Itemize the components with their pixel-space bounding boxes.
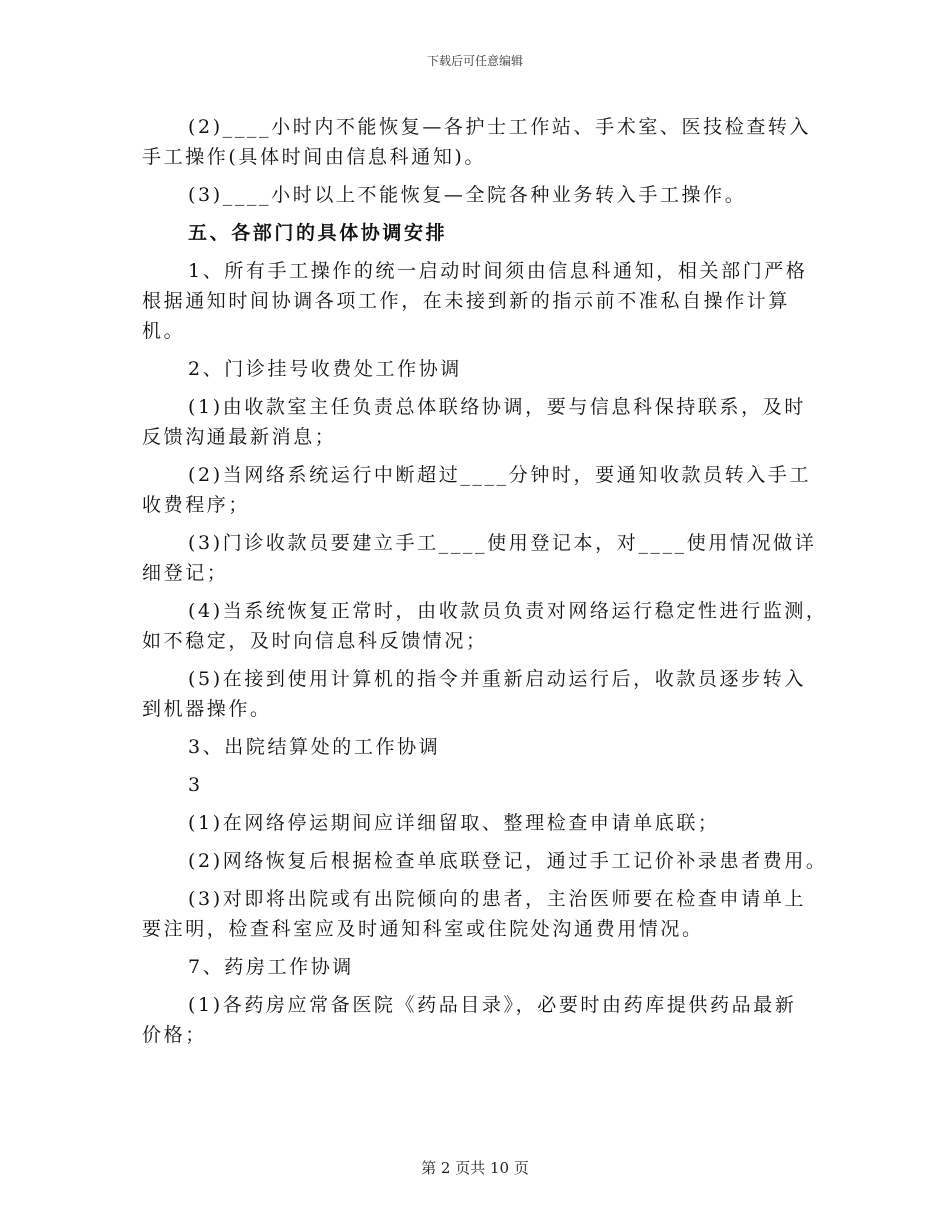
- paragraph-gap: [142, 876, 822, 884]
- paragraph-gap: [142, 982, 822, 990]
- page-header: 下载后可任意编辑: [426, 54, 523, 68]
- text-line: 反馈沟通最新消息；: [142, 426, 337, 448]
- text-line: (2)网络恢复后根据检查单底联登记，通过手工记价补录患者费用。: [188, 850, 828, 872]
- paragraph-gap: [142, 944, 822, 952]
- text-line: (5)在接到使用计算机的指令并重新启动运行后，收款员逐步转入: [188, 668, 806, 690]
- text-line: 如不稳定，及时向信息科反馈情况；: [142, 630, 488, 652]
- paragraph-gap: [142, 800, 822, 808]
- text-line: 要注明，检查科室应及时通知科室或住院处沟通费用情况。: [142, 918, 704, 940]
- text-line: 细登记；: [142, 562, 229, 584]
- text-line: 根据通知时间协调各项工作，在未接到新的指示前不准私自操作计算: [142, 290, 791, 312]
- paragraph-gap: [142, 724, 822, 732]
- paragraph-gap: [142, 346, 822, 354]
- text-line: 7、药房工作协调: [188, 956, 354, 978]
- paragraph-gap: [142, 384, 822, 392]
- page-footer: 第 2 页共 10 页: [421, 1159, 529, 1177]
- text-line: (2)____小时内不能恢复—各护士工作站、手术室、医技检查转入: [188, 116, 812, 138]
- text-line: (4)当系统恢复正常时，由收款员负责对网络运行稳定性进行监测，: [188, 600, 828, 622]
- paragraph-gap: [142, 588, 822, 596]
- text-line: (2)当网络系统运行中断超过____分钟时，要通知收款员转入手工: [188, 464, 812, 486]
- text-line: 手工操作(具体时间由信息科通知)。: [142, 146, 487, 168]
- text-line: (3)门诊收款员要建立手工____使用登记本，对____使用情况做详: [188, 532, 817, 554]
- text-line: 到机器操作。: [142, 698, 272, 720]
- text-line: 2、门诊挂号收费处工作协调: [188, 358, 462, 380]
- paragraph-gap: [142, 762, 822, 770]
- text-line: 机。: [142, 320, 186, 342]
- text-line: 收费程序；: [142, 494, 251, 516]
- paragraph-gap: [142, 210, 822, 218]
- text-line: (1)各药房应常备医院《药品目录》，必要时由药库提供药品最新: [188, 994, 797, 1016]
- text-line: 1、所有手工操作的统一启动时间须由信息科通知，相关部门严格: [188, 260, 808, 282]
- text-line: (1)由收款室主任负责总体联络协调，要与信息科保持联系，及时: [188, 396, 806, 418]
- text-line: 3、出院结算处的工作协调: [188, 736, 441, 758]
- section-heading: 五、各部门的具体协调安排: [188, 222, 448, 244]
- text-line: (3)____小时以上不能恢复—全院各种业务转入手工操作。: [188, 184, 747, 206]
- paragraph-gap: [142, 248, 822, 256]
- text-line: 3: [188, 774, 203, 796]
- text-line: (1)在网络停运期间应详细留取、整理检查申请单底联；: [188, 812, 720, 834]
- document-body: [142, 112, 828, 1050]
- paragraph-gap: [142, 172, 822, 180]
- paragraph-gap: [142, 656, 822, 664]
- paragraph-gap: [142, 838, 822, 846]
- text-line: 价格；: [142, 1024, 207, 1046]
- text-line: (3)对即将出院或有出院倾向的患者，主治医师要在检查申请单上: [188, 888, 806, 910]
- paragraph-gap: [142, 520, 822, 528]
- paragraph-gap: [142, 452, 822, 460]
